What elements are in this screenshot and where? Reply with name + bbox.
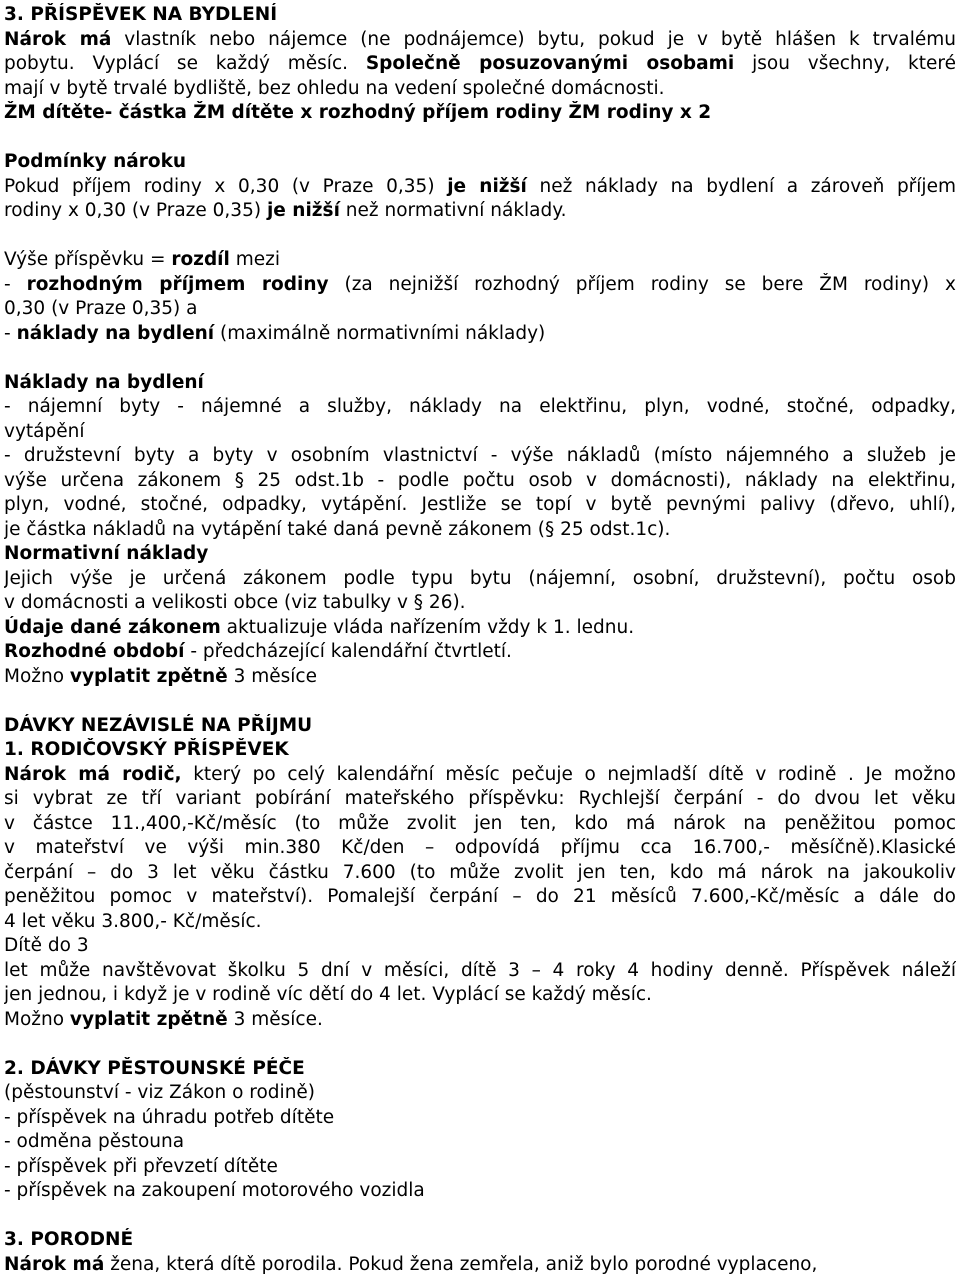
text-run: (pěstounství - viz Zákon o rodině) (4, 1082, 316, 1103)
bold-text: Normativní náklady (4, 543, 209, 564)
text-run: žena, která dítě porodila. Pokud žena zemřela, aniž bylo porodné vyplaceno, (104, 1253, 818, 1275)
text-line (4, 934, 956, 959)
text-line (4, 567, 956, 592)
text-run: je částka nákladů na vytápění také daná pevně zákonem (§ 25 odst.1c). (4, 518, 671, 540)
text-line (4, 1008, 956, 1033)
text-run: rodiny x 0,30 (v Praze 0,35) (4, 200, 267, 221)
bold-text: Nárok má rodič, (4, 763, 182, 785)
text-run: výše určena zákonem § 25 odst.1b - podle počtu osob v domácnosti), náklady na elektřinu, (4, 469, 956, 491)
text-line (4, 861, 956, 886)
text-run: 3 měsíce (227, 665, 317, 687)
bold-text: Podmínky nároku (4, 151, 187, 172)
bold-text: Nárok má (4, 1253, 105, 1275)
text-line (4, 591, 956, 616)
text-run: (za nejnižší rozhodný příjem rodiny se bere ŽM rodiny) x (328, 273, 956, 295)
bold-text: 3. PŘÍSPĚVEK NA BYDLENÍ (4, 4, 278, 25)
bold-text: Nárok má (4, 28, 112, 50)
text-run: mezi (229, 249, 281, 270)
text-run: v domácnosti a velikosti obce (viz tabulky v § 26). (4, 592, 466, 613)
bold-text: Údaje dané zákonem (4, 616, 221, 638)
text-line (4, 959, 956, 984)
text-line (4, 1253, 956, 1278)
text-line (4, 420, 956, 445)
text-line (4, 3, 956, 28)
text-run: jsou všechny, které (734, 53, 956, 74)
text-line (4, 371, 956, 396)
text-line (4, 199, 956, 224)
text-line (4, 150, 956, 175)
text-run: - družstevní byty a byty v osobním vlastnictví - výše nákladů (místo nájemného a služeb je (4, 445, 956, 466)
bold-text: je nižší (447, 175, 527, 197)
text-run: vlastník nebo nájemce (ne podnájemce) bytu, pokud je v bytě hlášen k trvalému (111, 28, 956, 50)
text-line (4, 885, 956, 910)
text-run: - (4, 273, 27, 295)
text-run: (maximálně normativními náklady) (214, 322, 546, 344)
text-line (4, 175, 956, 200)
text-run: aktualizuje vláda nařízením vždy k 1. lednu. (220, 616, 635, 638)
text-run: - příspěvek na úhradu potřeb dítěte (4, 1106, 335, 1128)
text-line (4, 665, 956, 690)
text-run: - příspěvek při převzetí dítěte (4, 1155, 278, 1177)
bold-text: ŽM dítěte- částka ŽM dítěte x rozhodný příjem rodiny ŽM rodiny x 2 (4, 102, 712, 123)
text-line (4, 1228, 956, 1253)
text-line (4, 518, 956, 543)
text-run: než normativní náklady. (339, 200, 567, 221)
bold-text: rozdíl (171, 249, 230, 270)
text-line (4, 469, 956, 494)
text-line (4, 297, 956, 322)
text-run: - (4, 322, 17, 344)
text-line (4, 1081, 956, 1106)
bold-text: DÁVKY NEZÁVISLÉ NA PŘÍJMU (4, 714, 313, 736)
bold-text: rozhodným příjmem rodiny (26, 273, 329, 295)
text-run: Výše příspěvku = (4, 249, 172, 270)
text-run: Jejich výše je určená zákonem podle typu bytu (nájemní, osobní, družstevní), počtu osob (4, 567, 956, 589)
text-run: - nájemní byty - nájemné a služby, náklady na elektřinu, plyn, vodné, stočné, odpadky, (4, 396, 956, 417)
text-line (4, 273, 956, 298)
text-line (4, 1057, 956, 1082)
text-run: - předcházející kalendářní čtvrtletí. (184, 641, 512, 662)
text-line (4, 1130, 956, 1155)
bold-text: 3. PORODNÉ (4, 1229, 134, 1250)
text-run: plyn, vodné, stočné, odpadky, vytápění. Jestliže se topí v bytě pevnými palivy (dřevo, uhlí), (4, 494, 956, 515)
text-run: vytápění (4, 420, 85, 442)
bold-text: je nižší (266, 200, 340, 221)
text-run: 4 let věku 3.800,- Kč/měsíc. (4, 910, 262, 932)
bold-text: náklady na bydlení (16, 322, 215, 344)
text-run: mají v bytě trvalé bydliště, bez ohledu na vedení společné domácnosti. (4, 77, 665, 99)
text-run: peněžitou pomoc v mateřství). Pomalejší čerpání – do 21 měsíců 7.600,-Kč/měsíc a dále do (4, 886, 956, 907)
text-run: než náklady na bydlení a zároveň příjem (526, 175, 956, 197)
text-run: - odměna pěstouna (4, 1131, 185, 1152)
text-line (4, 444, 956, 469)
bold-text: 1. RODIČOVSKÝ PŘÍSPĚVEK (4, 739, 289, 760)
text-line (4, 812, 956, 837)
text-line (4, 1155, 956, 1180)
bold-text: vyplatit zpětně (69, 1008, 228, 1030)
text-run: si vybrat ze tří variant pobírání mateřského příspěvku: Rychlejší čerpání - do dvou let věku (4, 788, 956, 809)
text-line (4, 738, 956, 763)
text-run: v mateřství ve výši min.380 Kč/den – odpovídá příjmu cca 16.700,- měsíčně).Klasické (4, 837, 956, 858)
text-line (4, 983, 956, 1008)
text-line (4, 763, 956, 788)
text-run: čerpání – do 3 let věku částku 7.600 (to může zvolit jen ten, kdo má nárok na jakoukoliv (4, 861, 956, 883)
text-line (4, 322, 956, 347)
text-line (4, 493, 956, 518)
text-run: v částce 11.,400,-Kč/měsíc (to může zvolit jen ten, kdo má nárok na peněžitou pomoc (4, 812, 956, 834)
text-line (4, 1179, 956, 1204)
bold-text: Rozhodné období (4, 641, 185, 662)
text-line (4, 542, 956, 567)
text-line (4, 1106, 956, 1131)
bold-text: 2. DÁVKY PĚSTOUNSKÉ PÉČE (4, 1057, 305, 1079)
text-line (4, 787, 956, 812)
text-run: Možno (4, 1008, 70, 1030)
bold-text: vyplatit zpětně (69, 665, 228, 687)
text-run: - příspěvek na zakoupení motorového vozidla (4, 1180, 425, 1201)
text-run: který po celý kalendářní měsíc pečuje o nejmladší dítě v rodině . Je možno (181, 763, 956, 785)
text-line (4, 640, 956, 665)
text-line (4, 910, 956, 935)
text-run: pobytu. Vyplácí se každý měsíc. (4, 53, 366, 74)
text-run: let může navštěvovat školku 5 dní v měsíci, dítě 3 – 4 roky 4 hodiny denně. Příspěvek náleží (4, 959, 956, 981)
text-run: Dítě do 3 (4, 935, 89, 956)
text-line (4, 77, 956, 102)
bold-text: Náklady na bydlení (4, 371, 204, 393)
text-run: jen jednou, i když je v rodině víc dětí do 4 let. Vyplácí se každý měsíc. (4, 984, 652, 1005)
text-line (4, 28, 956, 53)
text-run: 3 měsíce. (227, 1008, 323, 1030)
text-line (4, 616, 956, 641)
text-line (4, 714, 956, 739)
bold-text: Společně posuzovanými osobami (365, 53, 735, 74)
text-line (4, 52, 956, 77)
text-line (4, 101, 956, 126)
text-line (4, 395, 956, 420)
text-line (4, 836, 956, 861)
text-run: Možno (4, 665, 70, 687)
text-run: 0,30 (v Praze 0,35) a (4, 298, 198, 319)
text-line (4, 248, 956, 273)
text-run: Pokud příjem rodiny x 0,30 (v Praze 0,35) (4, 175, 448, 197)
